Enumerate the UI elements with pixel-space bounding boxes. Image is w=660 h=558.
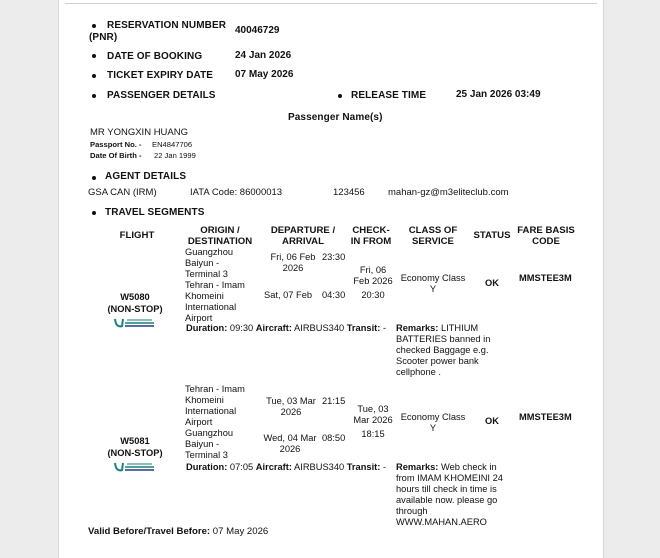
flight-info-line: [186, 462, 386, 473]
booking-date-label: DATE OF BOOKING: [107, 51, 203, 62]
flight-stops: (NON-STOP): [107, 448, 163, 458]
bullet-icon: [338, 94, 342, 98]
segment-origin: Guangzhou Baiyun - Terminal 3: [185, 247, 234, 279]
valid-before-value: 07 May 2026: [212, 526, 269, 537]
mahan-air-logo: [114, 461, 156, 473]
segment-destination: Guangzhou Baiyun - Terminal 3: [185, 428, 234, 460]
agent-iata: IATA Code: 86000013: [190, 187, 283, 198]
duration-value: 09:30: [229, 323, 254, 333]
segment-destination: Tehran - Imam Khomeini International Airport: [185, 280, 245, 323]
duration-label: Duration:: [186, 323, 228, 333]
remarks-label: Remarks:: [396, 462, 439, 472]
passenger-details-label: PASSENGER DETAILS: [107, 90, 216, 101]
col-header-fare: FARE BASIS CODE: [517, 225, 575, 247]
bullet-icon: [92, 24, 96, 28]
aircraft-value: AIRBUS340: [294, 462, 345, 472]
bullet-icon: [92, 94, 96, 98]
arrival-date: Sat, 07 Feb: [264, 290, 313, 300]
col-header-checkin: CHECK- IN FROM: [350, 225, 392, 247]
col-header-departure: DEPARTURE / ARRIVAL: [270, 225, 336, 247]
duration-label: Duration:: [186, 462, 228, 472]
ticket-page: [58, 0, 604, 558]
arrival-time: 04:30: [322, 290, 346, 300]
release-time-label: RELEASE TIME: [351, 90, 427, 101]
flight-stops: (NON-STOP): [107, 304, 163, 314]
arrival-date: Wed, 04 Mar 2026: [263, 433, 317, 454]
class-of-service: Economy Class Y: [400, 273, 466, 294]
pnr-label-cont: (PNR): [89, 32, 118, 43]
col-header-origin: ORIGIN / DESTINATION: [187, 225, 253, 247]
flight-info-line: [186, 323, 386, 334]
col-header-class: CLASS OF SERVICE: [408, 225, 458, 247]
bullet-icon: [92, 54, 96, 58]
duration-value: 07:05: [229, 462, 254, 472]
status-badge: OK: [485, 278, 499, 288]
fare-basis-code: MMSTEE3M: [519, 412, 572, 422]
expiry-date-label: TICKET EXPIRY DATE: [107, 70, 214, 81]
transit-value: -: [382, 462, 387, 472]
remarks: Remarks: Web check in from IMAM KHOMEINI 24 hours till check in time is available now. please go through WWW.MAHAN.AERO: [396, 462, 503, 527]
aircraft-label: Aircraft:: [255, 323, 292, 333]
pnr-value: 40046729: [235, 25, 280, 36]
booking-date-value: 24 Jan 2026: [235, 50, 292, 61]
valid-before: [88, 526, 268, 537]
transit-label: Transit:: [346, 323, 381, 333]
passenger-names-title: Passenger Name(s): [288, 112, 383, 123]
arrival-time: 08:50: [322, 433, 346, 443]
passport-label: Passport No. -: [90, 140, 142, 149]
release-time-value: 25 Jan 2026 03:49: [456, 89, 541, 100]
aircraft-value: AIRBUS340: [294, 323, 345, 333]
segment-origin: Tehran - Imam Khomeini International Airport: [185, 384, 245, 427]
checkin-time: 20:30: [361, 290, 385, 300]
dob-label: Date Of Birth -: [90, 151, 142, 160]
checkin-date: Fri, 06 Feb 2026: [353, 265, 393, 286]
bullet-icon: [92, 211, 96, 215]
flight-number: W5080: [120, 292, 150, 302]
departure-date: Tue, 03 Mar 2026: [266, 396, 316, 417]
pnr-label: RESERVATION NUMBER: [107, 20, 227, 31]
checkin-date: Tue, 03 Mar 2026: [353, 404, 393, 425]
dob-value: 22 Jan 1999: [154, 151, 196, 160]
transit-label: Transit:: [346, 462, 381, 472]
aircraft-label: Aircraft:: [255, 462, 292, 472]
expiry-date-value: 07 May 2026: [235, 69, 294, 80]
departure-time: 23:30: [322, 252, 346, 262]
checkin-time: 18:15: [361, 429, 385, 439]
top-divider: [65, 3, 597, 4]
flight-number: W5081: [120, 436, 150, 446]
status-badge: OK: [485, 416, 499, 426]
passport-value: EN4847706: [152, 140, 193, 149]
travel-segments-label: TRAVEL SEGMENTS: [105, 207, 205, 218]
remarks: Remarks: LITHIUM BATTERIES banned in checked Baggage e.g. Scooter power bank cellphone .: [396, 323, 491, 377]
agent-email: mahan-gz@m3eliteclub.com: [388, 187, 509, 198]
valid-before-label: Valid Before/Travel Before:: [88, 526, 211, 537]
agent-phone: 123456: [333, 187, 365, 198]
transit-value: -: [382, 323, 387, 333]
passenger-name: MR YONGXIN HUANG: [90, 127, 189, 138]
departure-time: 21:15: [322, 396, 346, 406]
mahan-air-logo: [114, 317, 156, 329]
departure-date: Fri, 06 Feb 2026: [270, 252, 316, 273]
col-header-flight: FLIGHT: [119, 230, 155, 241]
remarks-label: Remarks:: [396, 323, 439, 333]
col-header-status: STATUS: [473, 230, 511, 241]
agent-name: GSA CAN (IRM): [88, 187, 157, 198]
bullet-icon: [92, 176, 96, 180]
bullet-icon: [92, 74, 96, 78]
class-of-service: Economy Class Y: [400, 412, 466, 433]
fare-basis-code: MMSTEE3M: [519, 273, 572, 283]
agent-details-label: AGENT DETAILS: [105, 171, 187, 182]
